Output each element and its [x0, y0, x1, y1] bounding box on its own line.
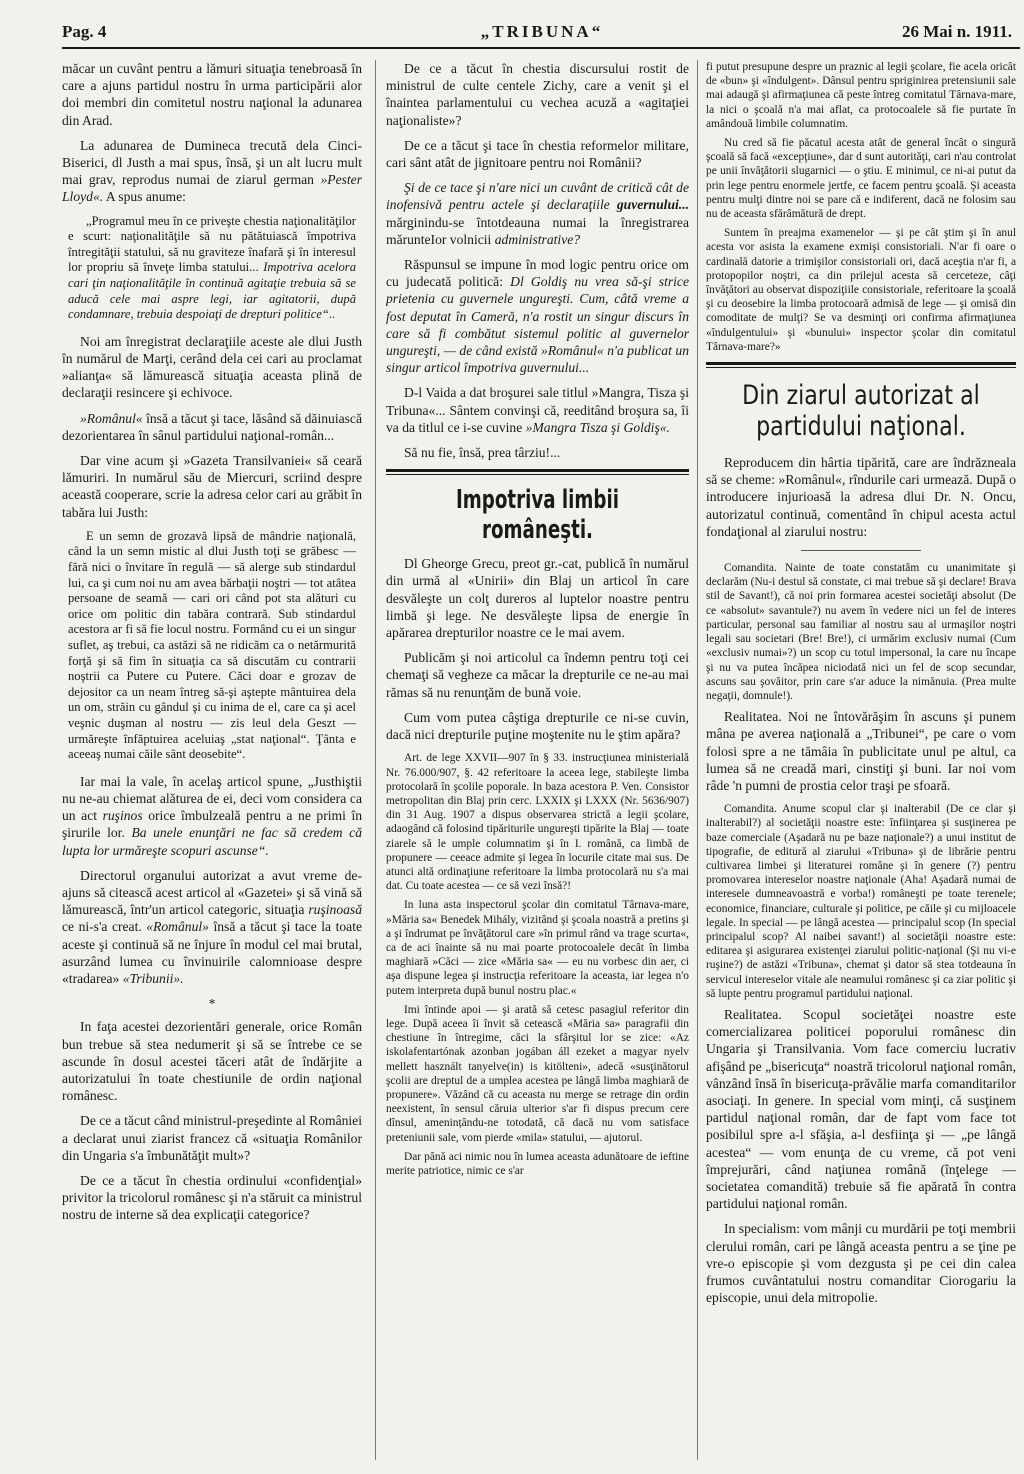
paragraph: De ce a tăcut şi tace în chestia reformelor militare, cari sânt atât de jignitoare pentru noi Românii? [386, 137, 689, 171]
paragraph: Reproducem din hârtia tipărită, care are îndrăzneala să se cheme: »Românul«, rîndurile cari urmează. După o introducere injurioasă la adresa dlui Dr. N. Oncu, autorizatul continuă, comentând în chipul acesta actul fondaţional al ziarului nostru: [706, 455, 1016, 539]
paragraph: Noi am înregistrat declaraţiile aceste ale dlui Justh în numărul de Marţi, cerând dela cei cari au proclamat »alianţa« să lămurească situaţia aceasta plină de declaraţii resincere şi echivoce. [62, 333, 362, 401]
paragraph: Imi întinde apoi — şi arată să cetesc pasagiul referitor din lege. După aceea îi învit să cetească «Măria sa» paragrafii din chestiune în întregime, căci la sfârşitul lor se zice: «Az iskolafentartónak azonban jogában áll ezeket a magyar nyelv mellett használt tanyelve(in) is kitölteni», adecă «susţinătorul şcolii are dreptul de a umplea acestea pe lângă limba maghiară de propunere». Văzând că cu aceasta nu merge se retrage din ordin neexistent, în sensul căruia ulterior s'ar fi dispus precum cere dînsul, amenințându-ne totodată, că dacă nu vom satisface preteniunii sale, vom pierde «mila» statului, — ajutorul. [386, 1003, 689, 1144]
paragraph: Răspunsul se impune în mod logic pentru orice om cu judecată politică: Dl Goldiş nu vrea să-şi strice prietenia cu guvernele ungureşti. Cum, câtă vreme a fost deputat în Cameră, n'a rostit un singur discurs în care să fi combătut sistemul politic al guvernelor ungureşti, — de când există »Românul« n'a publicat un singur articol împotriva guvernului... [386, 257, 689, 376]
paragraph: fi putut presupune despre un praznic al legii şcolare, fie acela oricât de «bun» şi «îndulgent». Dânsul pentru spriginirea pretensiunii sale mai adaugă şi afirmaţiunea că peste întreg comitatul Târnava-mare, la nici o şcoală n'a mai aflat, ca protocoalele să fie purtate în amândouă limbile columnatim. [706, 61, 1016, 130]
page-number: Pag. 4 [62, 22, 107, 41]
small-print-block [706, 561, 1016, 703]
quote-justh: „Programul meu în ce priveşte chestia naţionalităţilor e scurt: naţionalităţile să nu pătătuiască împotriva întregităţii statului, să nu graviteze înafară şi în interesul lor propriu să înveţe limba statului... Impotriva acelora cari ţin naţionalităţile în continuă agitaţie trebuia să se aducă cele mai aspre legi, iar agitatorii, după condamnare, trebuia despoiaţi de drepturi politice“.. [68, 213, 356, 322]
column-2 [386, 60, 689, 1460]
column-separator-1 [375, 60, 376, 1460]
paragraph: Iar mai la vale, în acelaş articol spune, „Justhiştii nu ne-au chiemat alăturea de ei, deci vom considera ca un act ruşinos orice îmbulzeală pentru a ne primi în şirurile lor. Ba unele enunţări ne fac să credem că lupta lor urmăreşte scopuri ascunse“. [62, 773, 362, 858]
newspaper-title: „TRIBUNA“ [480, 22, 604, 41]
paragraph: Realitatea. Noi ne întovărăşim în ascuns şi punem mâna pe averea naţională a „Tribunei“, pe care o vom folosi spre a ne tămâia în publicitate unul pe altul, ca lumea să ne creadă mari, cinstiţi şi buni. Iar noi vom râde 'n pumni de prostia celor traşi pe sfoară. [706, 709, 1016, 793]
paragraph: Realitatea. Scopul societăţei noastre este comercializarea politicei poporului românesc din Ungaria şi Transilvania. Vom face comerciu lucrativ afişând pe „bisericuţa“ noastră tricolorul naţional român, vânzând însă în bisericuţa-prăvălie marfa comanditarilor asociaţi. In genere. In special vom minţi, că susţinem partidul naţional român, dar de fapt vom face tot posibilul spre a-l sfăşia, a-l desfiinţa şi — „pe lângă acestea“ — vom enunţa de cu vreme, că pot veni împrejurări, când naţiunea română (înţelege — societatea comandită) trebuie să fie apărată în contra partidului naţional român. [706, 1006, 1016, 1212]
paragraph: Publicăm şi noi articolul ca îndemn pentru toţi cei chemaţi să vegheze ca măcar la drepturile ce ne-au mai rămas să nu renunţăm de bună voie. [386, 650, 689, 700]
quote-gazeta: E un semn de grozavă lipsă de mândrie naţională, când la un semn mistic al dlui Justh toţi se grăbesc — fără nici o învitare în regulă — să alerge sub stindardul lui, ca şi cum noi nu am avea bărbaţii noştri — tot atâtea persoane de seamă — cari ori când pot sta alături cu orice om politic din tabăra contrară. Sub stindardul acestora ar fi să fie locul nostru. Formând cu ei un singur suflet, aş trebui, ca astăzi să ne ridicăm ca o netărmurită forţă şi să fim în situaţia ca să discutăm cu contrarii noştrii ca Putere cu Putere. Căci doar e grozav de dejositor ca un neam întreg să-şi aştepte mântuirea dela un om, străin cu gândul şi cu inima de el, care ca şi acel veşnic duşman al nostru — zis leul dela Geszt — urmăreşte înfăptuirea aceluiaş „stat naţional“. Ţânta e aceeaş numai căile sânt deosebite“. [68, 528, 356, 762]
small-print-block [386, 751, 689, 1178]
section-rule [706, 362, 1016, 365]
paragraph: Directorul organului autorizat a avut vreme de-ajuns să citească acest articol al «Gazetei» şi să vină să lămurească, într'un articol categoric, situaţia ruşinoasă ce ni-s'a creat. «Românul» însă a tăcut şi tace la toate aceste şi continuă să ne înjure în modul cel mai brutal, asurzând lumea cu învinuirile calomnioase despre «tradarea» «Tribunii». [62, 867, 362, 986]
paragraph: Cum vom putea câştiga drepturile ce ni-se cuvin, dacă nici drepturile puţine moştenite nu le ştim apăra? [386, 709, 689, 743]
small-print-block [706, 802, 1016, 1001]
paragraph: »Românul« însă a tăcut şi tace, lăsând să dăinuiască dezorientarea în sânul partidului naţional-român... [62, 410, 362, 443]
paragraph: Să nu fie, însă, prea târziu!... [404, 445, 561, 461]
column-3 [706, 60, 1016, 1460]
paragraph: De ce a tăcut în chestia ordinului «confidenţial» privitor la tricolorul românesc şi n'a stăruit ca ministrul nostru de interne să dea explicaţii categorice? [62, 1172, 362, 1223]
article-heading: Impotriva limbii româneşti. [456, 485, 619, 546]
page-header [62, 22, 1022, 46]
paragraph: De ce a tăcut când ministrul-preşedinte al României a declarat unui ziarist francez că «situaţia Românilor din Ungaria s'a îmbunătăţit mult»? [62, 1113, 362, 1163]
section-rule [706, 367, 1016, 368]
paragraph: Şi de ce tace şi n'are nici un cuvânt de critică cât de inofensivă pentru actele şi declaraţiile guvernului... mărginindu-se întotdeauna numai la înregistrarea mărunteIor volnicii administrative? [386, 180, 689, 247]
paragraph: măcar un cuvânt pentru a lămuri situaţia tenebroasă în care a ajuns partidul nostru în urma participării alor doi membri din comitetul nostru naţional la adunarea din Arad. [62, 61, 362, 128]
section-star: * [208, 996, 216, 1012]
paragraph: Dar până aci nimic nou în lumea aceasta adunătoare de ieftine merite patriotice, nimic ce s'ar [386, 1150, 689, 1177]
divider [801, 550, 921, 551]
paragraph: De ce a tăcut în chestia discursului rostit de ministrul de culte centele Zichy, care a venit şi el înaintea parlamentului cu vechea acuză a «agitaţiei naţionaliste»? [386, 61, 689, 128]
paragraph: D-l Vaida a dat broşurei sale titlul »Mangra, Tisza şi Tribuna«... Sântem convinşi că, reeditând broşura sa, îi va da titlul ce i-se cuvine »Mangra Tisza şi Goldiş«. [386, 385, 689, 435]
paragraph: Nu cred să fie păcatul acesta atât de general încât o singură şcoală să facă «excepţiune», dar d sunt autorităţi, cari n'au controlat pe unii învăţătorii slugarnici — o ştiu. E minimul, ce ni-ai putut da prin lege pentru enormele jertfe, ce facem pentru şcoală. Şi aceasta pentru mulţi dintre noi se pare că e indiferent, dacă ne folosim sau nu de aceasta sfărâmătură de drept. [706, 137, 1016, 221]
issue-date: 26 Mai n. 1911. [901, 22, 1012, 41]
paragraph: Art. de lege XXVII—907 în § 33. instrucţiunea ministerială Nr. 76.000/907, §. 42 referitoare la aceea lege, stabileşte limba protocolară în şcolile poporale. In baza acestora P. Ven. Consistor metropolitan din Blaj prin cerc. LXXIX şi LXXX (Nr. 5636/907) din 31 Aug. 1907 a dispus observarea strictă a legii şcolare, adaogând că folosind tipăriturile ungureşti tipărite la Blaj — toate ziarele să le umple columnatim şi în I. română, ca limbă de propunere — ceeace admite şi legea în locurile citate mai sus. De atunci altă ordinaţiune referitoare la limba protocolară nu s'a mai dat. Cu toate acestea — ce să vezi însă?! [386, 752, 689, 893]
paragraph: Comandita. Nainte de toate constatăm cu unanimitate şi declarăm (Nu-i destul să constate, ci mai trebue să şi declare! Brava stil de Savant!), că noi prin formarea acestei societăţi absolut (De ce «absolut» savantule?) nu avem în vedere nici un fel de interes particular, personal sau familiar al nostru sau al urmaşilor noştri legali sau societari (Bre! Bre!), ci urmărim exclusiv numai (Cum «exclusiv numai»?) un scop cu totul impersonal, la care nu încape şi nu va putea încăpea niciodată nici un fel de scop secundar, ascuns sau şovăitor, prin care s'ar aduce la nimănuia. (Prea multe negaţii, domnule!). [706, 562, 1016, 702]
section-rule [386, 474, 689, 475]
paragraph: In specialism: vom mânji cu murdării pe toţi membrii clerului român, cari pe lângă aceasta pentru a se ţine pe vre-o episcopie şi vom dezgusta şi pe cei din calea frumos cuvântatului nostru comanditar Ciorogariu la episcopie, unui dela mitropolie. [706, 1221, 1016, 1306]
small-print-block [706, 60, 1016, 354]
paragraph: In faţa acestei dezorientări generale, orice Român bun trebue să stea nedumerit şi să se întrebe ce se ascunde în dosul acestei tăceri atât de îndărjite a autorizatului în toate chestiunile de ordin naţional românesc. [62, 1019, 362, 1104]
section-rule [386, 469, 689, 472]
column-separator-2 [697, 60, 698, 1460]
paragraph: Dl Gheorge Grecu, preot gr.-cat, publică în numărul din urmă al «Unirii» din Blaj un articol în care desvăleşte un colţ dureros al luptelor noastre pentru limbă şi lege. Ne desvăleşte lipsa de energie în apărarea drepturilor noastre ce le mai avem. [386, 556, 689, 641]
paragraph: In luna asta inspectorul şcolar din comitatul Târnava-mare, »Măria sa« Benedek Mihály, vizitând şi şcoala noastră a pretins şi a şi îndrumat pe învăţătorul care »în primul rând va trage scurta«, ca de aci înainte să nu mai poarte protocoalele decât în limba maghiară »Căci — zice «Măria sa« — eu nu vorbesc din aer, ci aşa dispune legea şi instrucţia referitoare la aceasta, iar legea n'o putem interpreta după bunul nostru plac.« [386, 899, 689, 997]
paragraph: Suntem în preajma examenelor — şi pe cât ştim şi în anul acesta vor asista la examene exmişi consistoriali. N'ar fi oare o cardinală datorie a trimişilor consistoriali ori, dacă aceştia n'ar fi, a protopopilor noştri, ca din prilejul acesta să cerceteze, câţi învăţători au observat dispoziţiile consistoriale, referitoare la şcoală şi cu deosebire la limba protocoară admisă de lege — şi omisă din comoditate de mulţi? Se va desminţi ori confirma afirmaţiunea «îndulgentului» şi «bunului» inspector şcolar din comitatul Târnava-mare?» [706, 227, 1016, 353]
paragraph: Comandita. Anume scopul clar şi inalterabil (De ce clar şi inalterabil?) al societăţii noastre este: înfiinţarea şi susţinerea pe baze comerciale (Aşadară nu pe baze naţionale?) a unui institut de tipografie, de editură al ziarului «Tribuna» şi de librărie pentru cultivarea limbei şi literaturei române şi în genere (?) pentru promovarea intereselor noastre naţionale (Aha! Aşadară numai de interesele dumneavoastră e vorba!) româneşti pe toate terenele; economice, financiare, culturale şi politice, pe căile şi cu mijloacele legale. In special — pe lângă acestea — principalul scop (In special principalul scop? Al naibei savant!) al societăţii noastre este: editarea şi asigurarea existenţei ziarului politic-naţional (Şi nu vi-e ruşine?) de astăzi «Tribuna», chemat şi dator să stea totdeauna în servicul intereselor vitale ale neamului românesc şi ca ziar politic şi să lupte pentru programul partidului naţional. [706, 803, 1016, 1000]
header-rule [62, 47, 1020, 49]
column-1 [62, 60, 362, 1460]
paragraph: Dar vine acum şi »Gazeta Transilvaniei« să ceară lămuriri. In numărul său de Miercuri, scriind despre această cooperare, scrie la adresa celor cari au grăbit în tabăra lui Justh: [62, 453, 362, 520]
paragraph: La adunarea de Dumineca trecută dela Cinci-Biserici, dl Justh a mai spus, însă, şi un alt lucru mult mai grav, reprodus numai de ziarul german »Pester Lloyd«. A spus anume: [62, 137, 362, 205]
article-heading: Din ziarul autorizat al partidului naţional. [742, 380, 980, 443]
